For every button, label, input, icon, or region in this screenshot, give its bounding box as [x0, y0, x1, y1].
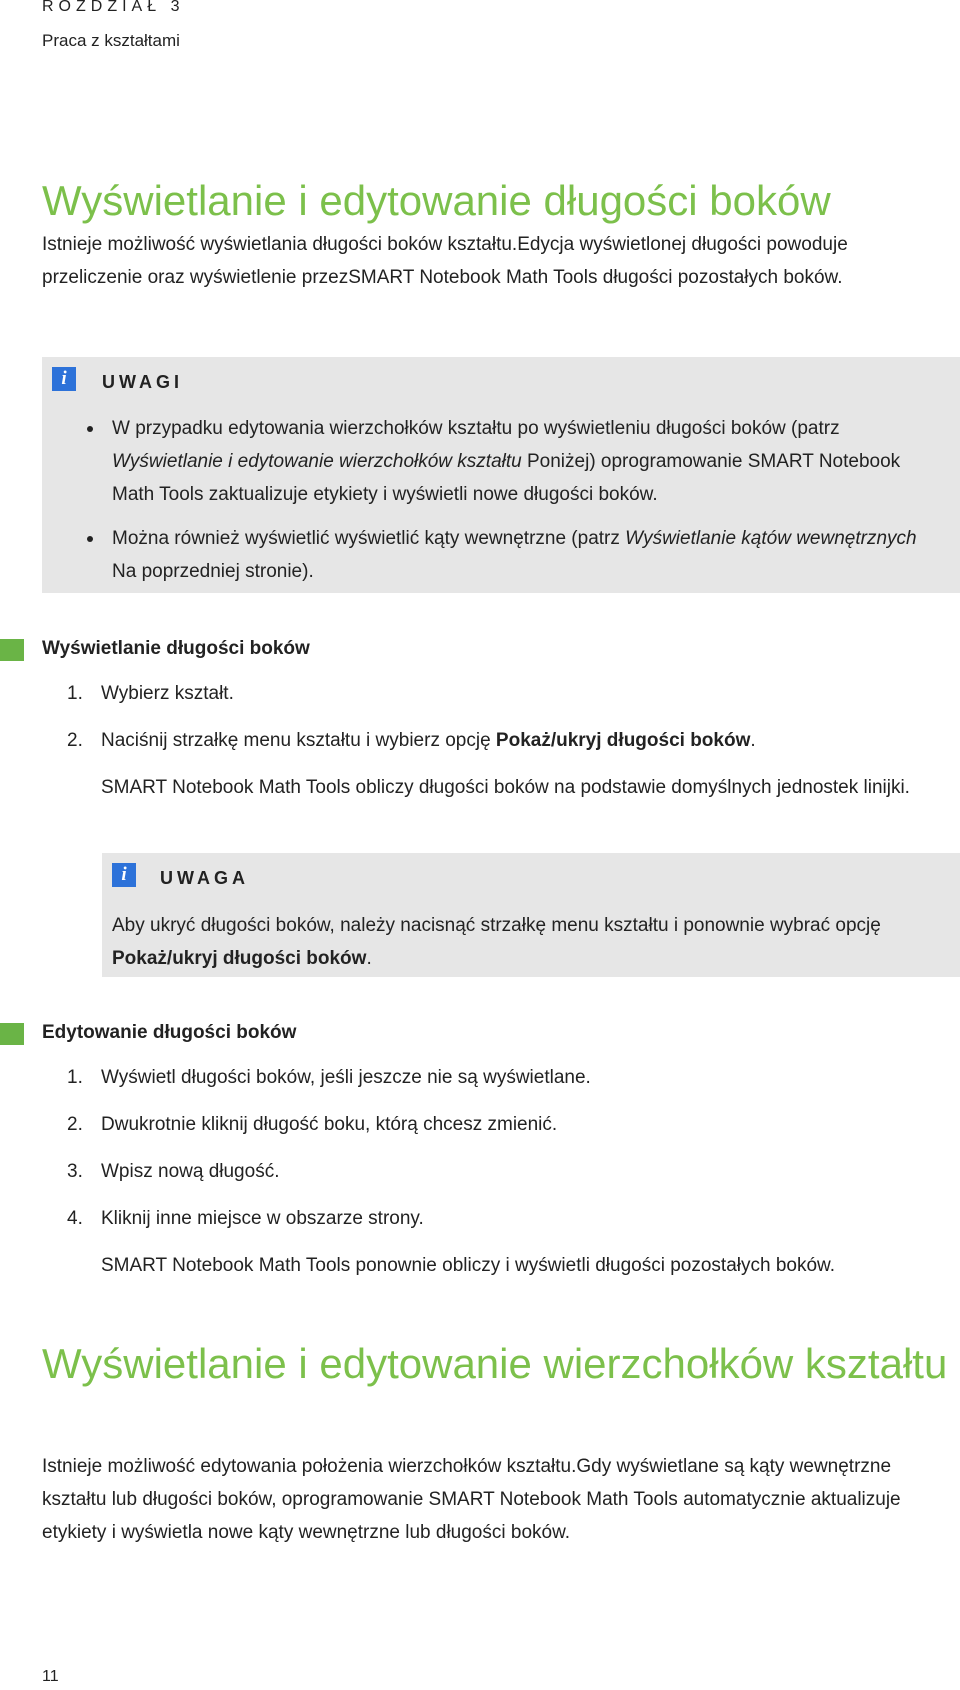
- section-intro-side-lengths: Istnieje możliwość wyświetlania długości boków kształtu.Edycja wyświetlonej długości powoduje przeliczenie oraz wyświetlenie przezSMART Notebook Math Tools długości pozostałych boków.: [42, 234, 848, 288]
- notes-box: [42, 357, 960, 593]
- chapter-title: Praca z kształtami: [42, 31, 180, 50]
- notes-heading: UWAGI: [102, 372, 183, 392]
- info-icon: i: [52, 367, 76, 391]
- step-number: 4.: [67, 1208, 83, 1229]
- section-title-side-lengths: Wyświetlanie i edytowanie długości boków: [42, 177, 831, 224]
- step-item: [0, 1155, 920, 1202]
- procedure-steps: [0, 1061, 920, 1249]
- step-text: Naciśnij strzałkę menu kształtu i wybierz opcję Pokaż/ukryj długości boków.: [101, 730, 756, 751]
- step-text: Dwukrotnie kliknij długość boku, którą chcesz zmienić.: [101, 1114, 558, 1135]
- bullet-icon: [87, 426, 93, 432]
- step-item: [0, 1061, 920, 1108]
- note-text: Można również wyświetlić wyświetlić kąty wewnętrzne (patrz: [112, 528, 626, 549]
- note-text: Aby ukryć długości boków, należy nacisnąć strzałkę menu kształtu i ponownie wybrać opcję Pokaż/ukryj długości boków.: [112, 915, 881, 969]
- step-number: 1.: [67, 683, 83, 704]
- procedure-title: Wyświetlanie długości boków: [42, 638, 310, 659]
- procedure-title: Edytowanie długości boków: [42, 1022, 297, 1043]
- note-text: Na poprzedniej stronie).: [112, 561, 314, 582]
- procedure-steps: [0, 677, 920, 771]
- step-number: 1.: [67, 1067, 83, 1088]
- chapter-label: ROZDZIAŁ 3: [42, 0, 185, 15]
- note-heading: UWAGA: [160, 868, 249, 888]
- step-text: Wyświetl długości boków, jeśli jeszcze nie są wyświetlane.: [101, 1067, 591, 1088]
- notes-list: [42, 412, 946, 599]
- step-text: Wybierz kształt.: [101, 683, 234, 704]
- bullet-icon: [87, 536, 93, 542]
- section-title-vertices: Wyświetlanie i edytowanie wierzchołków kształtu: [42, 1340, 948, 1387]
- step-number: 3.: [67, 1161, 83, 1182]
- procedure-result: SMART Notebook Math Tools obliczy długości boków na podstawie domyślnych jednostek linijki.: [101, 777, 910, 798]
- note-item: [42, 522, 946, 588]
- procedure-marker-icon: [0, 1023, 24, 1045]
- step-item: [0, 1108, 920, 1155]
- procedure-marker-icon: [0, 639, 24, 661]
- note-text: W przypadku edytowania wierzchołków kształtu po wyświetleniu długości boków (patrz: [112, 418, 840, 439]
- step-text: Kliknij inne miejsce w obszarze strony.: [101, 1208, 424, 1229]
- cross-reference-link[interactable]: Wyświetlanie i edytowanie wierzchołków kształtu: [112, 451, 522, 472]
- procedure-result: SMART Notebook Math Tools ponownie obliczy i wyświetli długości pozostałych boków.: [101, 1255, 835, 1276]
- note-item: [42, 412, 946, 511]
- page-number: 11: [42, 1668, 59, 1685]
- note-box: [102, 853, 960, 977]
- section-intro-vertices: Istnieje możliwość edytowania położenia wierzchołków kształtu.Gdy wyświetlane są kąty wewnętrzne kształtu lub długości boków, oprogramowanie SMART Notebook Math Tools automatycznie aktualizuje etykiety i wyświetla nowe kąty wewnętrzne lub długości boków.: [42, 1456, 901, 1543]
- step-item: [0, 677, 920, 724]
- note-text: Poniżej) oprogramowanie SMART Notebook Math Tools zaktualizuje etykiety i wyświetli nowe długości boków.: [112, 451, 901, 505]
- info-icon: i: [112, 863, 136, 887]
- step-number: 2.: [67, 1114, 83, 1135]
- step-number: 2.: [67, 730, 83, 751]
- step-item: [0, 1202, 920, 1249]
- step-item: [0, 724, 920, 771]
- cross-reference-link[interactable]: Wyświetlanie kątów wewnętrznych: [625, 528, 917, 549]
- step-text: Wpisz nową długość.: [101, 1161, 280, 1182]
